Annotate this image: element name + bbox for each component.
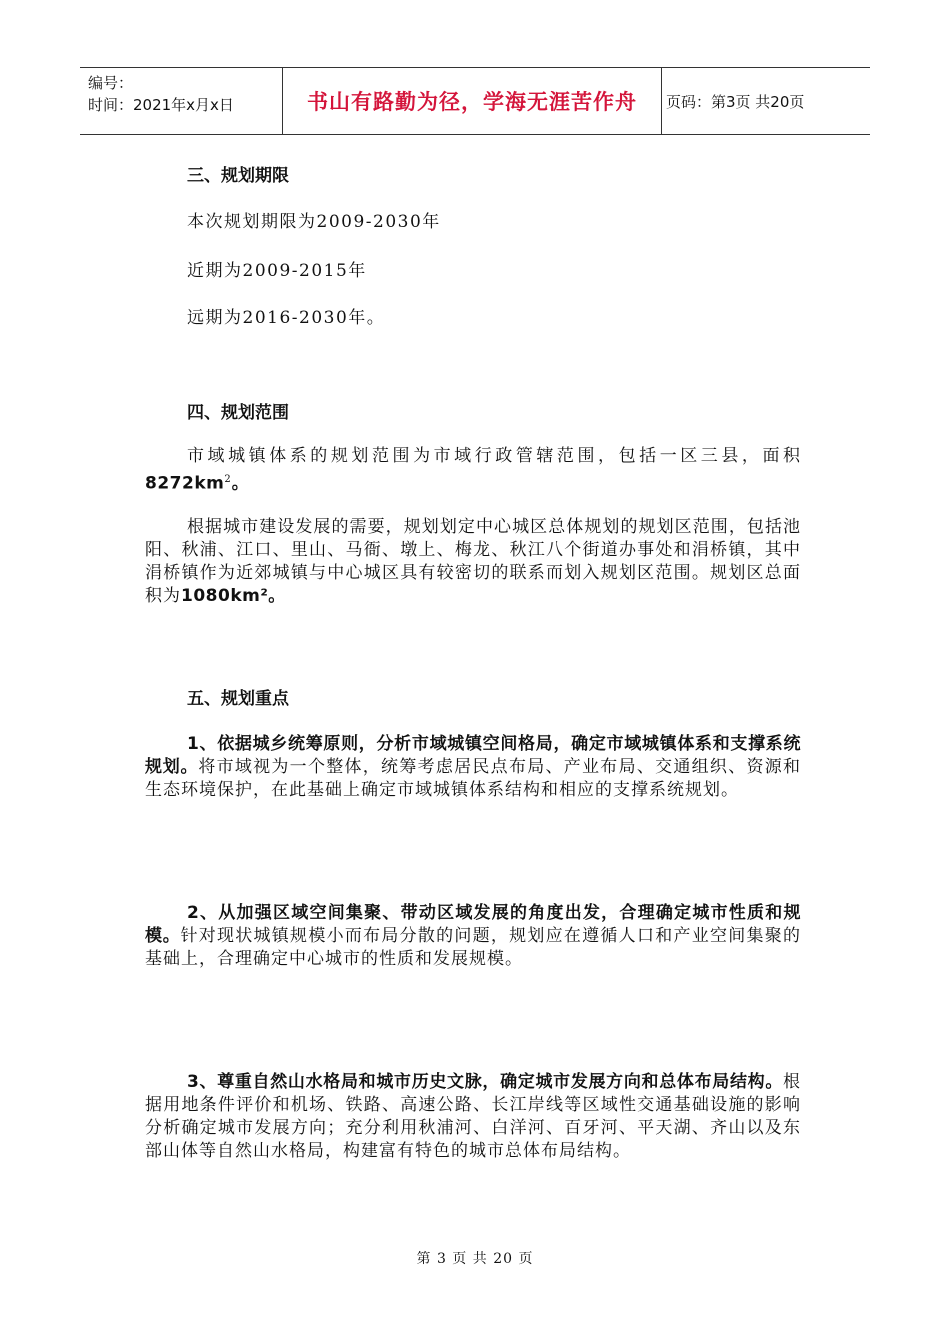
paragraph-scope-city [145,445,801,496]
focus-item-3-text: 根据用地条件评价和机场、铁路、高速公路、长江岸线等区域性交通基础设施的影响分析确定城市发展方向；充分利用秋浦河、白洋河、百牙河、平天湖、齐山以及东部山体等自然山水格局，构建富有特色的城市总体布局结构。 [145,1072,801,1161]
scope-planning-area: 1080km² [181,586,269,606]
scope-planning-text: 根据城市建设发展的需要，规划划定中心城区总体规划的规划区范围，包括池阳、秋浦、江口、里山、马衙、墩上、梅龙、秋江八个街道办事处和涓桥镇，其中涓桥镇作为近郊城镇与中心城区具有较密切的联系而划入规划区范围。规划区总面积为 [145,517,801,606]
header-meta [88,72,234,116]
scope-city-end: 。 [231,473,250,494]
section-title-4: 四、规划范围 [187,403,289,423]
page-footer: 第 3 页 共 20 页 [416,1251,534,1267]
focus-item-1 [145,733,801,802]
paragraph-scope-planning [145,516,801,608]
focus-item-1-heading: 1、依据城乡统筹原则，分析市域城镇空间格局，确定市域城镇体系和支撑系统规划。 [145,734,801,777]
scope-planning-end: 。 [268,586,286,606]
header-motto: 书山有路勤为径，学海无涯苦作舟 [282,68,662,134]
document-date: 时间：2021年x月x日 [88,96,234,114]
focus-item-3-heading: 3、尊重自然山水格局和城市历史文脉，确定城市发展方向和总体布局结构。 [187,1072,783,1092]
focus-item-2 [145,902,801,971]
focus-item-2-heading: 2、从加强区域空间集聚、带动区域发展的角度出发，合理确定城市性质和规模。 [145,903,801,946]
period-far: 远期为2016-2030年。 [187,308,386,328]
header-page-info: 页码：第3页 共20页 [666,92,805,111]
scope-city-text: 市域城镇体系的规划范围为市域行政管辖范围，包括一区三县，面积 [187,446,801,466]
section-title-5: 五、规划重点 [187,689,289,709]
period-near: 近期为2009-2015年 [187,261,367,281]
scope-city-area: 8272km [145,473,225,494]
scope-city-area-sup: 2 [224,474,232,485]
document-number-label: 编号： [88,74,134,92]
section-title-3: 三、规划期限 [187,166,289,186]
period-total: 本次规划期限为2009-2030年 [187,212,441,232]
page-header [80,67,870,135]
focus-item-1-text: 将市域视为一个整体，统筹考虑居民点布局、产业布局、交通组织、资源和生态环境保护，在此基础上确定市域城镇体系结构和相应的支撑系统规划。 [145,757,802,800]
focus-item-2-text: 针对现状城镇规模小而布局分散的问题，规划应在遵循人口和产业空间集聚的基础上，合理确定中心城市的性质和发展规模。 [145,926,801,969]
focus-item-3 [145,1071,801,1163]
